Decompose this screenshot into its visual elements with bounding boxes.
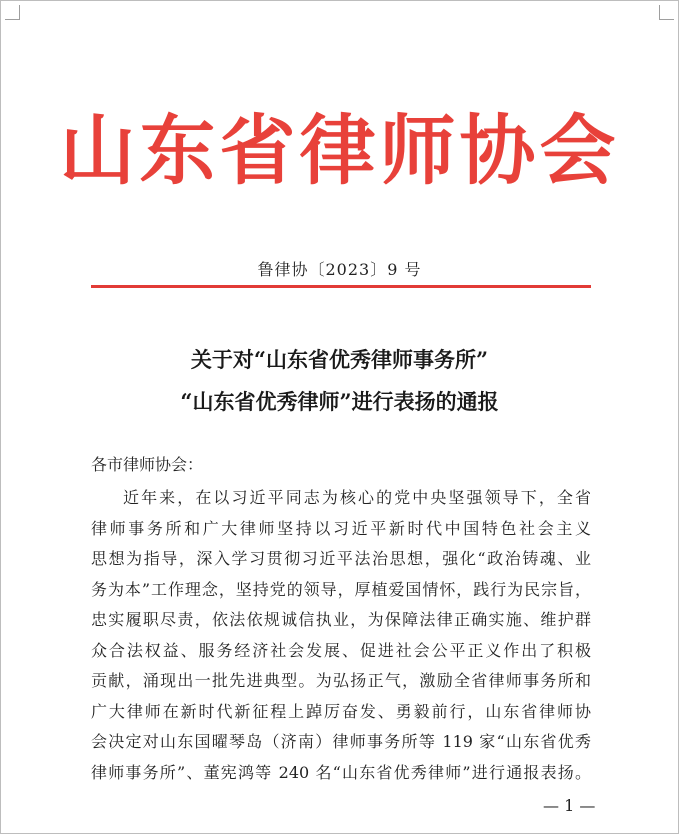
document-number: 鲁律协〔2023〕9 号	[257, 260, 422, 279]
body-line: 会决定对山东国曜琴岛（济南）律师事务所等 119 家“山东省优秀	[91, 732, 591, 751]
body-line: 贡献，涌现出一批先进典型。为弘扬正气，激励全省律师事务所和	[91, 671, 591, 690]
body-line: 思想为指导，深入学习贯彻习近平法治思想，强化“政治铸魂、业	[91, 549, 591, 568]
body-line: 务为本”工作理念，坚持党的领导，厚植爱国情怀，践行为民宗旨，	[91, 579, 591, 599]
body-paragraph	[91, 483, 591, 788]
masthead-title: 山东省律师协会	[59, 106, 620, 195]
crop-mark-top-right	[659, 5, 674, 20]
body-line: 律师事务所”、董宪鸿等 240 名“山东省优秀律师”进行通报表扬。	[91, 762, 591, 782]
document-title-line-2: “山东省优秀律师”进行表扬的通报	[180, 389, 499, 414]
body-line: 众合法权益、服务经济社会发展、促进社会公平正义作出了积极	[91, 640, 591, 660]
crop-mark-top-left	[5, 5, 20, 20]
page-number: — 1 —	[543, 796, 596, 815]
body-line: 忠实履职尽责，依法依规诚信执业，为保障法律正确实施、维护群	[91, 610, 591, 629]
document-title-line-1: 关于对“山东省优秀律师事务所”	[190, 347, 489, 372]
red-divider-rule	[91, 285, 591, 288]
body-line: 广大律师在新时代新征程上踔厉奋发、勇毅前行，山东省律师协	[91, 701, 591, 721]
salutation: 各市律师协会：	[91, 455, 204, 474]
body-line: 近年来，在以习近平同志为核心的党中央坚强领导下，全省	[123, 488, 591, 507]
body-line: 律师事务所和广大律师坚持以习近平新时代中国特色社会主义	[91, 518, 591, 538]
